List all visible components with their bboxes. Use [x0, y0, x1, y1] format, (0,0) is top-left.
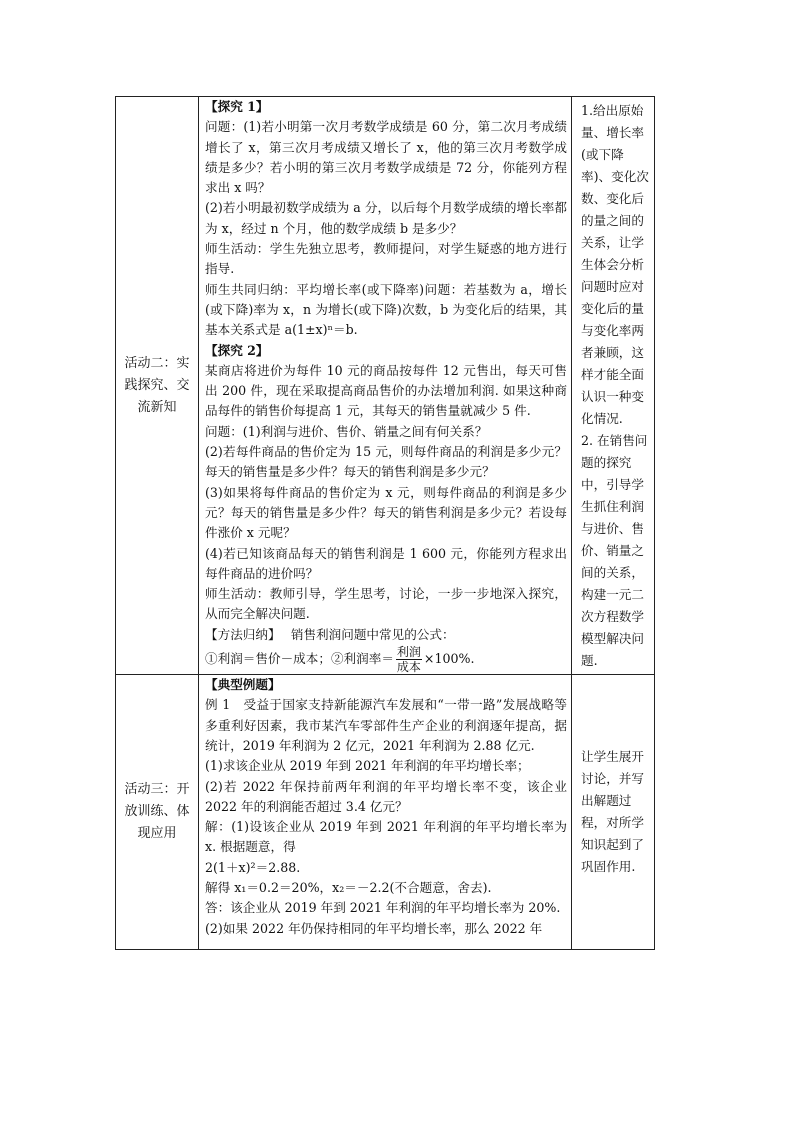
- paragraph: (2)若小明最初数学成绩为 a 分，以后每个月数学成绩的增长率都为 x，经过 n 个月，他的数学成绩 b 是多少？: [205, 200, 567, 236]
- design-note: 让学生展开讨论，并写出解题过程，对所学知识起到了巩固作用.: [581, 748, 644, 874]
- paragraph: 解得 x₁＝0.2＝20%，x₂＝－2.2(不合题意，舍去).: [205, 879, 492, 895]
- paragraph: (4)若已知该商品每天的销售利润是 1 600 元，你能列方程求出每件商品的进价吗？: [205, 545, 567, 581]
- paragraph: (2)如果 2022 年仍保持相同的年平均增长率，那么 2022 年: [205, 920, 543, 936]
- paragraph: 师生活动：学生先独立思考，教师提问，对学生疑惑的地方进行指导.: [205, 241, 567, 277]
- activity-label: 活动二：实践探究、交流新知: [124, 355, 190, 415]
- paragraph: 师生共同归纳：平均增长率(或下降率)问题：若基数为 a，增长(或下降)率为 x，n 为增长(或下降)次数，b 为变化后的结果，其基本关系式是 a(1±x)ⁿ＝b.: [205, 281, 567, 338]
- design-note: 1.给出原始量、增长率(或下降率)、变化次数、变化后的量之间的关系，让学生体会分析问题时应对变化后的量与变化率两者兼顾，这样才能全面认识一种变化情况. 2. 在销售问题的探究中，引导学生抓住利润与进价、售价、销量之间的关系，构建一元二次方程数学模型解决问题.: [581, 102, 649, 668]
- paragraph: 例 1 受益于国家支持新能源汽车发展和“一带一路”发展战略等多重利好因素，我市某汽车零部件生产企业的利润逐年提高，据统计，2019 年利润为 2 亿元，2021 年利润为 2.88 亿元.: [205, 697, 567, 753]
- activity-label: 活动三：开放训练、体现应用: [124, 781, 190, 841]
- paragraph: 问题：(1)利润与进价、售价、销量之间有何关系？: [205, 423, 488, 439]
- content-cell: [199, 675, 572, 950]
- paragraph: 答：该企业从 2019 年到 2021 年利润的年平均增长率为 20%.: [205, 900, 561, 916]
- activity-three-row: [116, 675, 655, 950]
- paragraph: 师生活动：教师引导，学生思考，讨论，一步一步地深入探究，从而完全解决问题.: [205, 586, 567, 622]
- formula-prefix: ①利润＝售价－成本；②利润率＝: [205, 651, 394, 667]
- paragraph: 某商店将进价为每件 10 元的商品按每件 12 元售出，每天可售出 200 件，现在采取提高商品售价的办法增加利润. 如果这种商品每件的销售价每提高 1 元，其每天的销售量就减少 5 件.: [205, 362, 567, 419]
- paragraph: (3)如果将每件商品的售价定为 x 元，则每件商品的利润是多少元？每天的销售量是多少件？每天的销售利润是多少元？若设每件涨价 x 元呢？: [205, 484, 567, 541]
- paragraph: 解：(1)设该企业从 2019 年到 2021 年利润的年平均增长率为 x. 根据题意，得: [205, 819, 567, 855]
- paragraph: (1)求该企业从 2019 年到 2021 年利润的年平均增长率；: [205, 758, 530, 774]
- activity-label-cell: [116, 97, 199, 675]
- heading-explore-1: 【探究 1】: [205, 99, 269, 114]
- paragraph: (2)若 2022 年保持前两年利润的年平均增长率不变，该企业 2022 年的利润能否超过 3.4 亿元？: [205, 778, 567, 814]
- heading-examples: 【典型例题】: [205, 677, 281, 693]
- lesson-table: [115, 96, 655, 950]
- design-note-cell: [572, 97, 655, 675]
- design-note-cell: [572, 675, 655, 950]
- activity-two-row: [116, 97, 655, 675]
- fraction-numerator: 利润: [396, 645, 421, 660]
- activity-label-cell: [116, 675, 199, 950]
- content-text: [199, 675, 571, 949]
- method-summary: 【方法归纳】 销售利润问题中常见的公式：: [205, 626, 455, 642]
- profit-formula: [205, 645, 567, 674]
- fraction: [396, 645, 422, 674]
- content-cell: [199, 97, 572, 675]
- equation: 2(1＋x)²＝2.88.: [205, 859, 301, 875]
- paragraph: (2)若每件商品的售价定为 15 元，则每件商品的利润是多少元？每天的销售量是多少件？每天的销售利润是多少元？: [205, 444, 567, 480]
- content-text: [199, 97, 571, 674]
- formula-suffix: ×100%.: [423, 651, 475, 667]
- paragraph: 问题：(1)若小明第一次月考数学成绩是 60 分，第二次月考成绩增长了 x，第三次月考成绩又增长了 x，他的第三次月考数学成绩是多少？若小明的第三次月考数学成绩是 72 分，你能列方程求出 x 吗？: [205, 119, 567, 196]
- fraction-denominator: 成本: [396, 660, 421, 675]
- heading-explore-2: 【探究 2】: [205, 342, 269, 358]
